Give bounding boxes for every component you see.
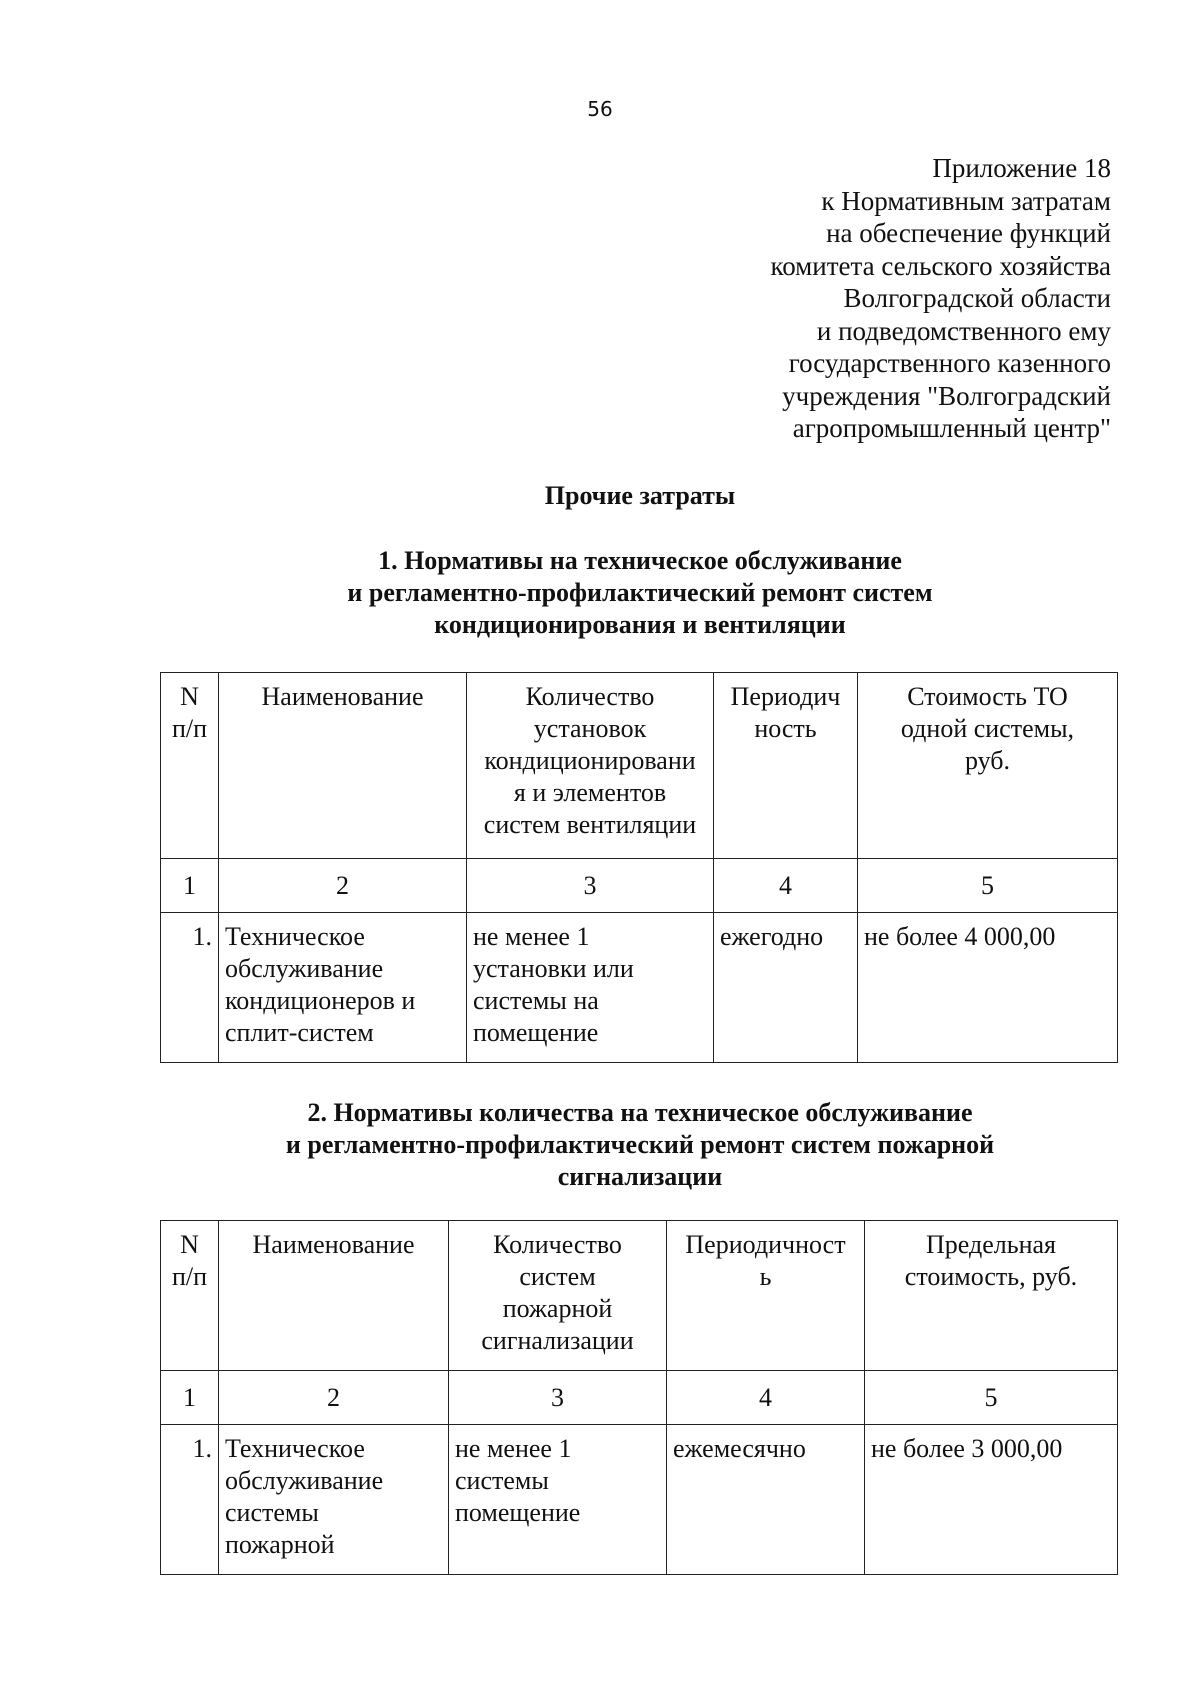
cell-line: не менее 1 [473,922,590,951]
section2-title-line: сигнализации [557,1162,723,1191]
section2-title [0,1097,1200,1193]
appendix-line: агропромышленный центр" [792,413,1111,443]
cell-line: системы на [473,986,599,1015]
header-line: одной системы, [900,714,1075,743]
main-title [0,480,1200,512]
cell-line: системы [225,1498,319,1527]
row-cost: не более 4 000,00 [858,913,1118,1063]
header-quantity [467,673,714,859]
section1-title-line: кондиционирования и вентиляции [434,610,846,639]
column-number: 3 [467,859,714,913]
header-quantity [449,1221,667,1371]
row-name [219,1425,449,1575]
column-number-row [161,859,1118,913]
cell-line: пожарной [225,1530,335,1559]
section1-title-line: 1. Нормативы на техническое обслуживание [378,546,902,575]
header-line: Периодич [730,682,841,711]
header-line: Периодичност [685,1230,846,1259]
header-line: систем [519,1262,596,1291]
cell-line: помещение [473,1018,599,1047]
column-number: 1 [161,859,219,913]
header-line: стоимость, руб. [904,1262,1078,1291]
header-periodicity [667,1221,865,1371]
header-line: Наименование [252,1230,415,1259]
section1-table [160,672,1118,1063]
header-line: N [180,682,199,711]
header-line: Наименование [261,682,424,711]
main-title-text: Прочие затраты [544,481,736,510]
header-line: сигнализации [481,1326,634,1355]
cell-line: установки или [473,954,634,983]
appendix-line: учреждения "Волгоградский [782,380,1111,411]
header-cost [865,1221,1118,1371]
appendix-line: и подведомственного ему [816,315,1111,346]
row-periodicity: ежемесячно [667,1425,865,1575]
page-number: 56 [587,97,613,121]
column-number: 3 [449,1371,667,1425]
section2-title-line: 2. Нормативы количества на техническое обслуживание [307,1098,973,1127]
row-num: 1. [161,1425,219,1575]
header-name [219,673,467,859]
header-line: п/п [171,714,208,743]
cell-line: Техническое [225,1434,365,1463]
header-line: кондиционировани [484,746,696,775]
header-line: п/п [171,1262,208,1291]
header-line: N [180,1230,199,1259]
header-line: Количество [493,1230,622,1259]
header-line: руб. [964,746,1011,775]
cell-line: сплит-систем [225,1018,374,1047]
cell-line: обслуживание [225,1466,384,1495]
cell-line: системы [455,1466,549,1495]
table-row [161,913,1118,1063]
row-cost: не более 3 000,00 [865,1425,1118,1575]
appendix-line: государственного казенного [788,348,1111,378]
appendix-line: на обеспечение функций [826,218,1111,248]
row-quantity [467,913,714,1063]
cell-line: обслуживание [225,954,384,983]
header-num [161,673,219,859]
cell-line: не менее 1 [455,1434,572,1463]
header-line: установок [533,714,647,743]
header-periodicity [714,673,858,859]
section2-title-line: и регламентно-профилактический ремонт систем пожарной [285,1130,995,1159]
header-line: я и элементов [513,778,667,807]
header-num [161,1221,219,1371]
appendix-line: Волгоградской области [843,283,1111,313]
cell-line: Техническое [225,922,365,951]
column-number-row [161,1371,1118,1425]
row-name [219,913,467,1063]
cell-line: помещение [455,1498,581,1527]
appendix-header [600,152,1111,445]
header-line: Предельная [926,1230,1056,1259]
column-number: 2 [219,859,467,913]
header-line: Стоимость ТО [907,682,1068,711]
column-number: 5 [865,1371,1118,1425]
section1-title-line: и регламентно-профилактический ремонт систем [347,578,933,607]
header-cost [858,673,1118,859]
header-line: пожарной [502,1294,613,1323]
column-number: 4 [667,1371,865,1425]
row-quantity [449,1425,667,1575]
header-line: ь [759,1262,772,1291]
column-number: 1 [161,1371,219,1425]
cell-line: кондиционеров и [225,986,416,1015]
row-num: 1. [161,913,219,1063]
appendix-line: Приложение 18 [932,153,1111,183]
header-name [219,1221,449,1371]
appendix-line: комитета сельского хозяйства [770,250,1111,281]
row-periodicity: ежегодно [714,913,858,1063]
table-header-row [161,673,1118,859]
section2-table [160,1220,1118,1575]
table-header-row [161,1221,1118,1371]
appendix-line: к Нормативным затратам [821,185,1111,216]
header-line: Количество [525,682,655,711]
table-row [161,1425,1118,1575]
header-line: ность [754,714,817,743]
column-number: 2 [219,1371,449,1425]
column-number: 5 [858,859,1118,913]
header-line: систем вентиляции [483,810,697,839]
column-number: 4 [714,859,858,913]
section1-title [0,545,1200,641]
